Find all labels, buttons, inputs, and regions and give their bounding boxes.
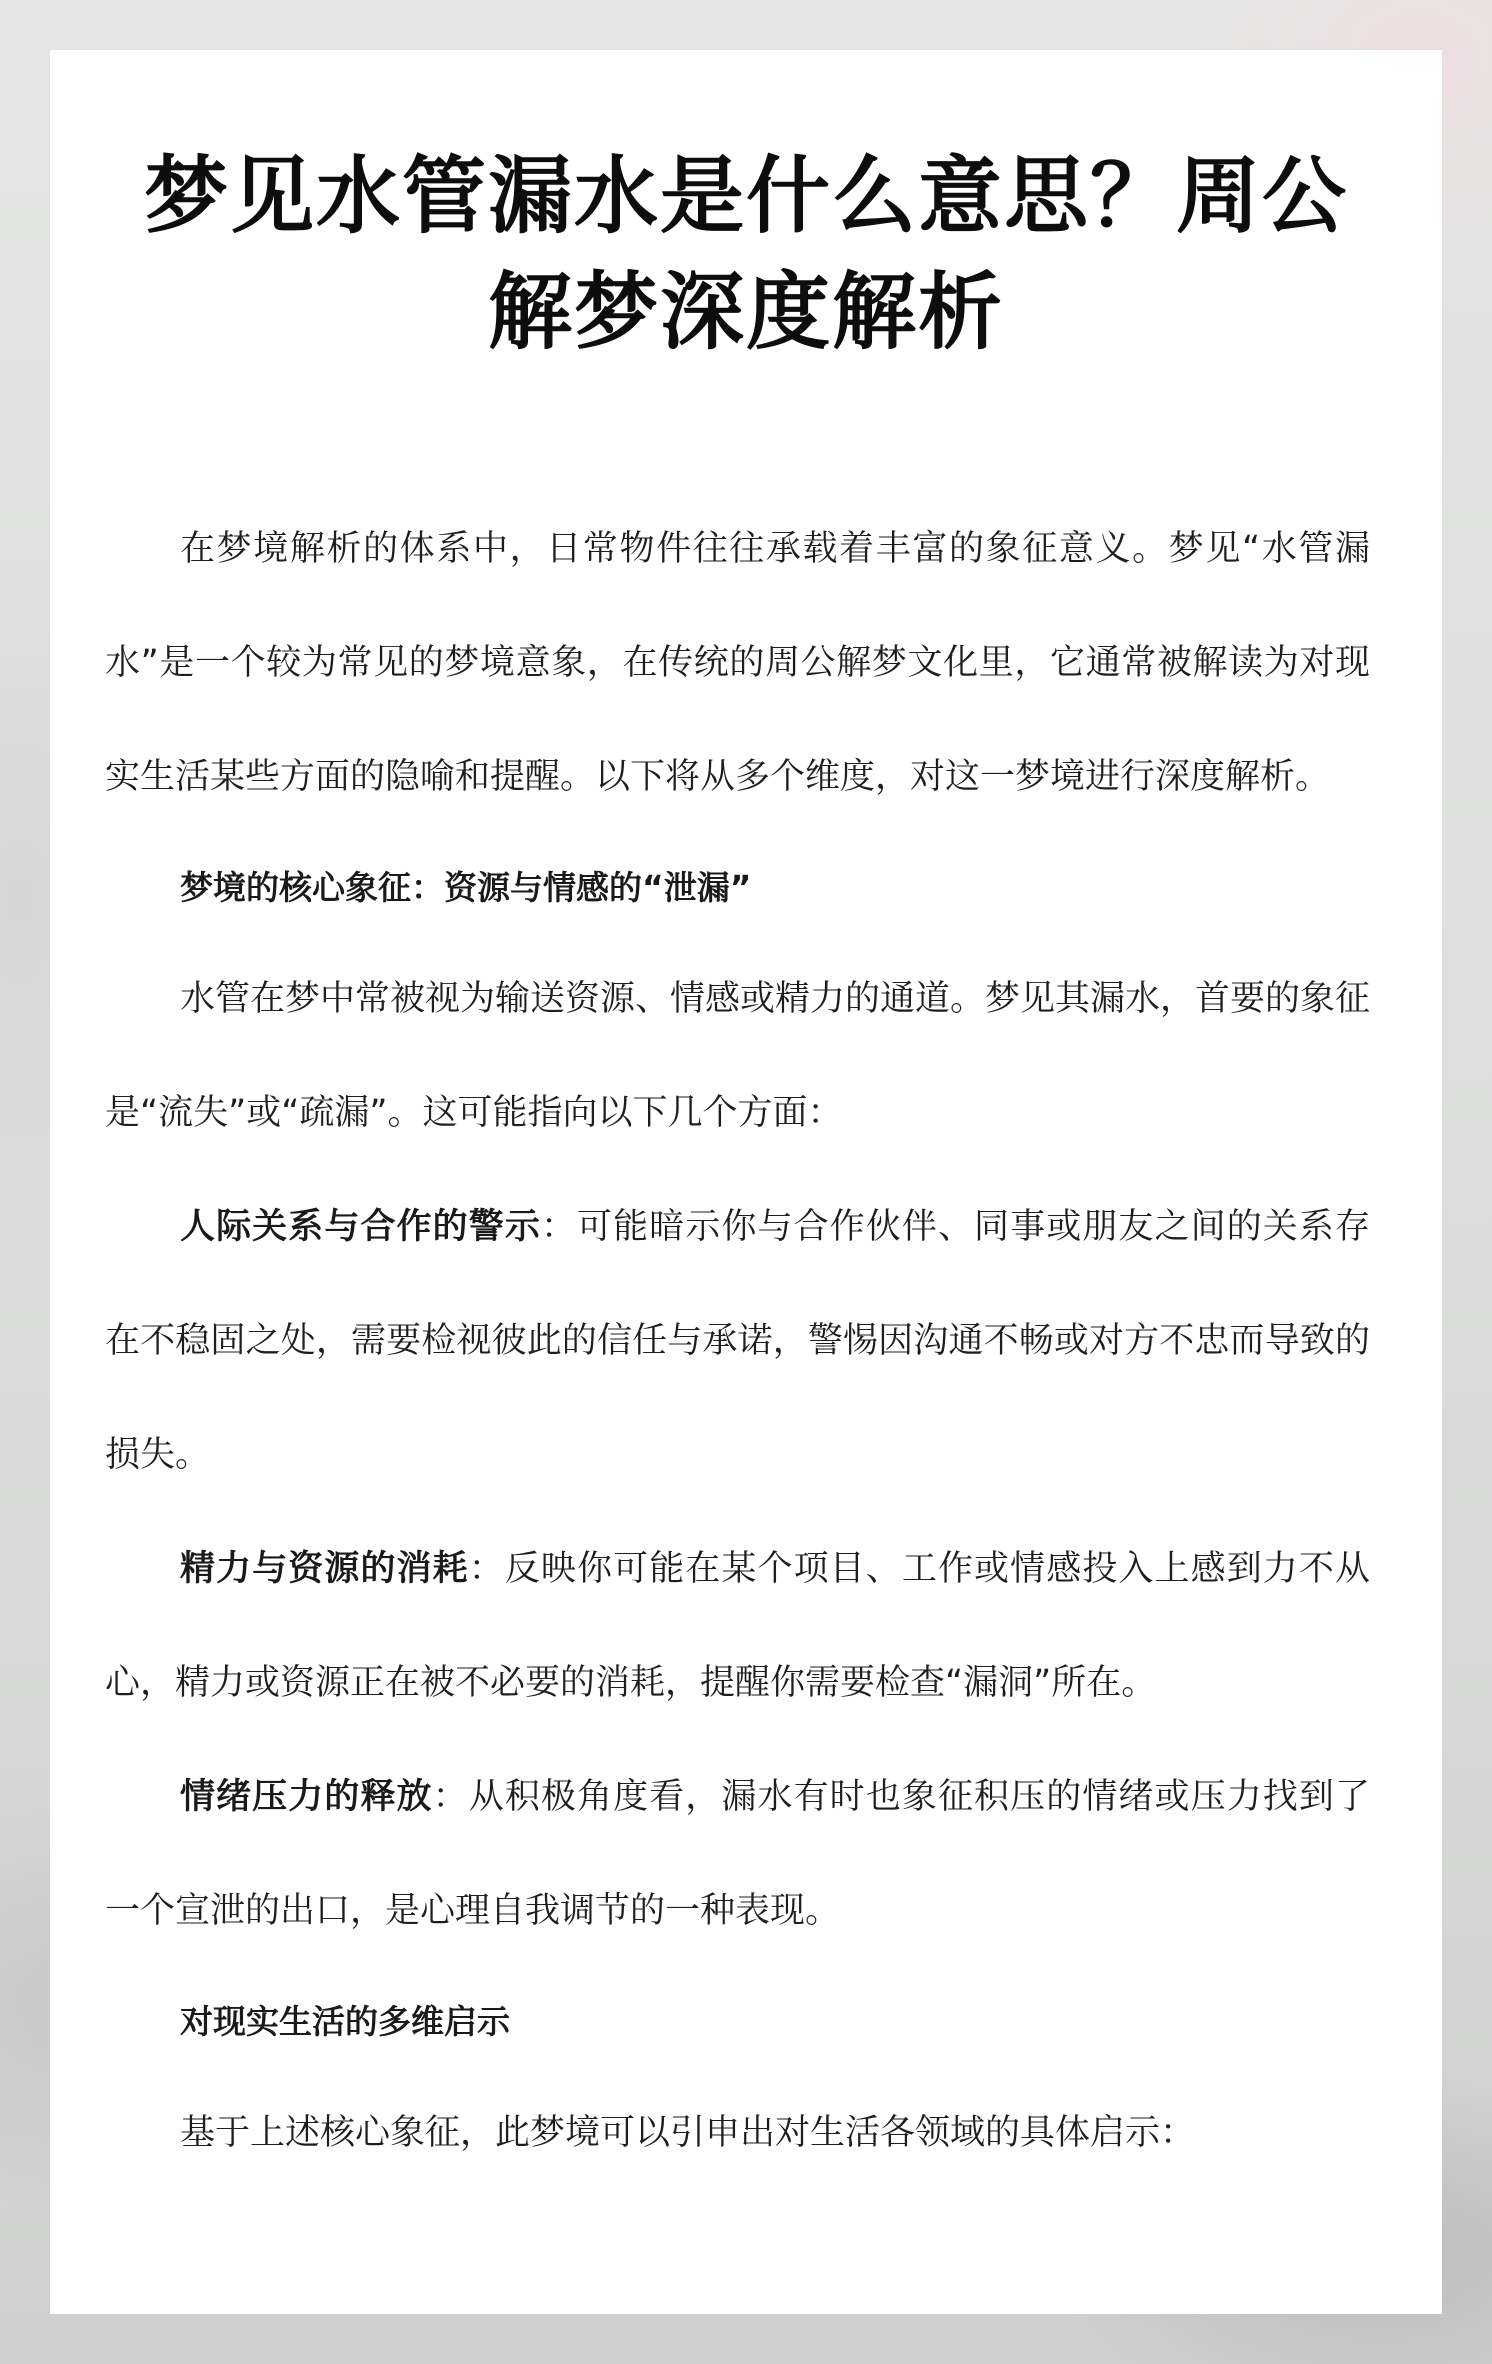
list-item-emotion bbox=[105, 1740, 1370, 1968]
section-paragraph-insights: 基于上述核心象征，此梦境可以引申出对生活各领域的具体启示： bbox=[180, 2113, 1196, 2153]
list-item-lead: 精力与资源的消耗 bbox=[180, 1549, 469, 1589]
list-item-lead: 情绪压力的释放 bbox=[180, 1777, 433, 1817]
list-item-text: ：反映你可能在某个项目、工作或情感投入上感到力不从心，精力或资源正在被不必要的消耗，提醒你需要检查“漏洞”所在。 bbox=[105, 1549, 1370, 1703]
list-item-energy bbox=[105, 1512, 1370, 1740]
section-paragraph-pipe-meaning: 水管在梦中常被视为输送资源、情感或精力的通道。梦见其漏水，首要的象征是“流失”或“疏漏”。这可能指向以下几个方面： bbox=[105, 979, 1371, 1133]
list-item-relationships bbox=[105, 1170, 1370, 1512]
section-heading-core-symbol: 梦境的核心象征：资源与情感的“泄漏” bbox=[180, 868, 752, 907]
article-body bbox=[105, 492, 1370, 2190]
article-card bbox=[50, 50, 1442, 2314]
list-item-text: ：可能暗示你与合作伙伴、同事或朋友之间的关系存在不稳固之处，需要检视彼此的信任与承诺，警惕因沟通不畅或对方不忠而导致的损失。 bbox=[105, 1207, 1370, 1475]
list-item-text: ：从积极角度看，漏水有时也象征积压的情绪或压力找到了一个宣泄的出口，是心理自我调节的一种表现。 bbox=[105, 1777, 1370, 1931]
intro-paragraph: 在梦境解析的体系中，日常物件往往承载着丰富的象征意义。梦见“水管漏水”是一个较为常见的梦境意象，在传统的周公解梦文化里，它通常被解读为对现实生活某些方面的隐喻和提醒。以下将从多个维度，对这一梦境进行深度解析。 bbox=[105, 529, 1370, 797]
section-heading-life-insights: 对现实生活的多维启示 bbox=[180, 2002, 510, 2041]
article-title: 梦见水管漏水是什么意思？周公解梦深度解析 bbox=[143, 147, 1348, 361]
list-item-lead: 人际关系与合作的警示 bbox=[180, 1207, 541, 1247]
